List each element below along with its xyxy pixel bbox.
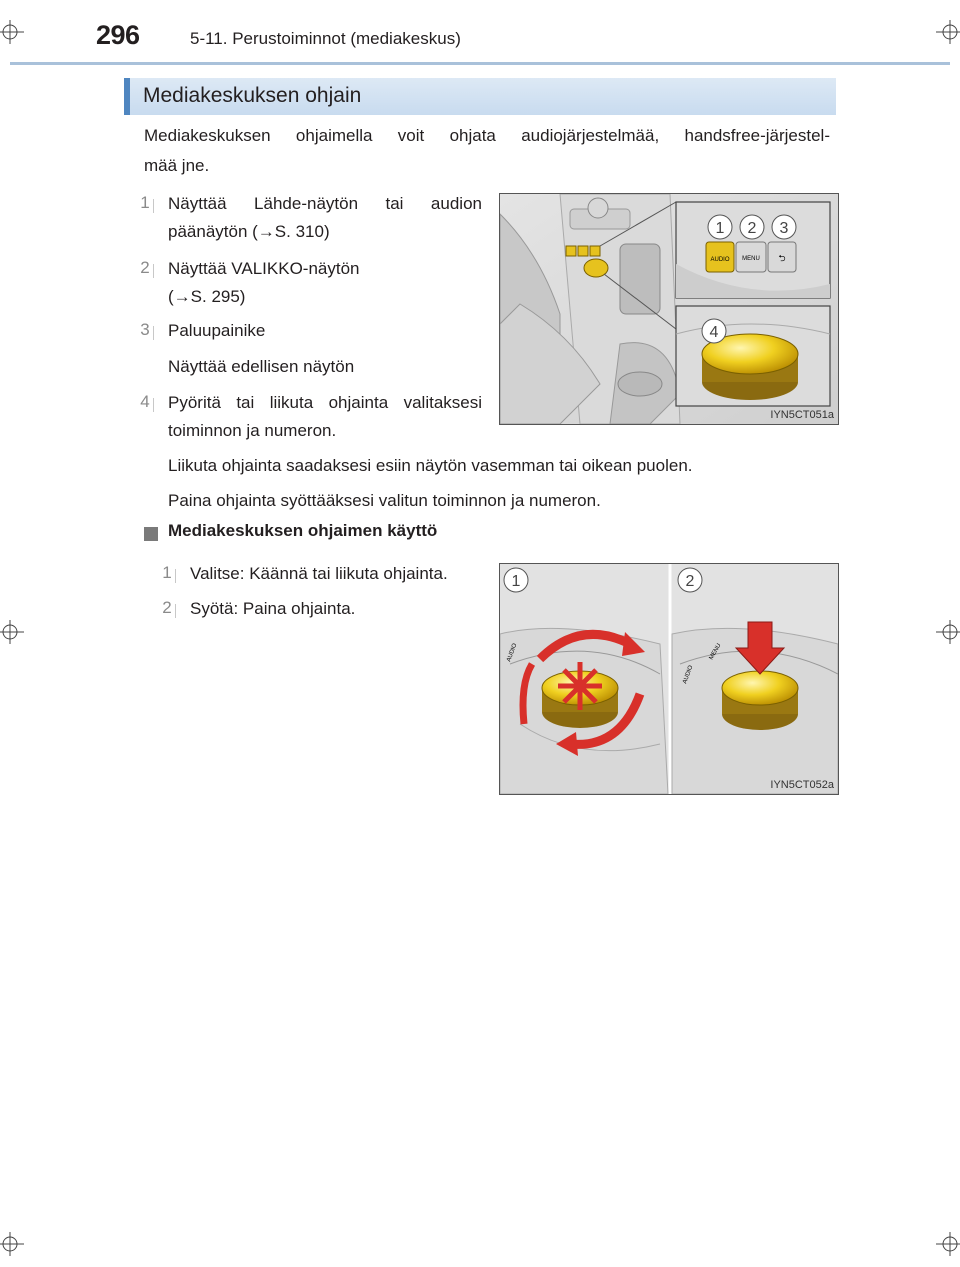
crop-mark-top-left xyxy=(0,18,28,46)
item-3-line-1: Paluupainike xyxy=(168,321,266,340)
item-1-line-2: päänäytön (→S. 310) xyxy=(168,222,330,241)
callout-2: 2 xyxy=(747,220,757,237)
crop-mark-bottom-right xyxy=(932,1230,960,1258)
audio-button-label: AUDIO xyxy=(710,257,730,263)
usage-menu-label-right: MENU xyxy=(708,642,723,661)
crop-mark-top-right xyxy=(932,18,960,46)
subheading-bullet xyxy=(144,527,158,541)
usage-audio-label-left: AUDIO xyxy=(506,642,519,663)
intro-line-1: Mediakeskuksen ohjaimella voit ohjata audiojärjestelmää, handsfree-järjestel- xyxy=(144,126,830,145)
step-number-2: 2 xyxy=(160,598,174,618)
item-1-line-1: Näyttää Lähde-näytön tai audion xyxy=(168,194,482,213)
crop-mark-bottom-left xyxy=(0,1230,28,1258)
usage-callout-1: 1 xyxy=(511,573,521,590)
intro-paragraph xyxy=(144,121,830,181)
usage-illustration xyxy=(500,564,838,794)
item-2-line-2: (→S. 295) xyxy=(168,287,246,306)
usage-callout-2: 2 xyxy=(685,573,695,590)
usage-subheading: Mediakeskuksen ohjaimen käyttö xyxy=(168,521,438,540)
note-2: Paina ohjainta syöttääksesi valitun toiminnon ja numeron. xyxy=(168,491,601,510)
item-number-3: 3 xyxy=(138,320,152,340)
callout-3: 3 xyxy=(779,220,789,237)
item-3 xyxy=(168,317,482,381)
section-heading xyxy=(124,78,836,115)
item-4-line-2: toiminnon ja numeron. xyxy=(168,421,337,440)
crop-mark-mid-right xyxy=(932,618,960,646)
callout-4: 4 xyxy=(709,324,719,341)
item-2-line-1: Näyttää VALIKKO-näytön xyxy=(168,259,360,278)
item-4 xyxy=(168,389,482,445)
item-3-line-2: Näyttää edellisen näytön xyxy=(168,357,355,376)
item-number-4: 4 xyxy=(138,392,152,412)
chapter-title: 5-11. Perustoiminnot (mediakeskus) xyxy=(190,29,461,48)
step-1-text: Valitse: Käännä tai liikuta ohjainta. xyxy=(190,564,448,583)
back-button-label: ⮌ xyxy=(778,254,786,264)
item-2 xyxy=(168,255,482,311)
figure-2-code: IYN5CT052a xyxy=(770,779,834,791)
header-rule xyxy=(10,62,950,65)
figure-controller-parts xyxy=(499,193,839,425)
section-heading-text: Mediakeskuksen ohjain xyxy=(143,84,362,107)
item-1 xyxy=(168,190,482,246)
usage-audio-label-right: AUDIO xyxy=(682,664,695,685)
page-number: 296 xyxy=(96,20,140,50)
menu-button-label: MENU xyxy=(742,256,760,262)
intro-line-2: mää jne. xyxy=(144,156,210,175)
item-4-line-1: Pyöritä tai liikuta ohjainta valitaksesi xyxy=(168,393,482,412)
item-number-2: 2 xyxy=(138,258,152,278)
console-illustration xyxy=(500,194,838,424)
figure-1-code: IYN5CT051a xyxy=(770,409,834,421)
note-1: Liikuta ohjainta saadaksesi esiin näytön vasemman tai oikean puolen. xyxy=(168,456,693,475)
item-number-1: 1 xyxy=(138,193,152,213)
step-2-text: Syötä: Paina ohjainta. xyxy=(190,599,356,618)
figure-controller-usage xyxy=(499,563,839,795)
crop-mark-mid-left xyxy=(0,618,28,646)
callout-1: 1 xyxy=(715,220,725,237)
step-number-1: 1 xyxy=(160,563,174,583)
